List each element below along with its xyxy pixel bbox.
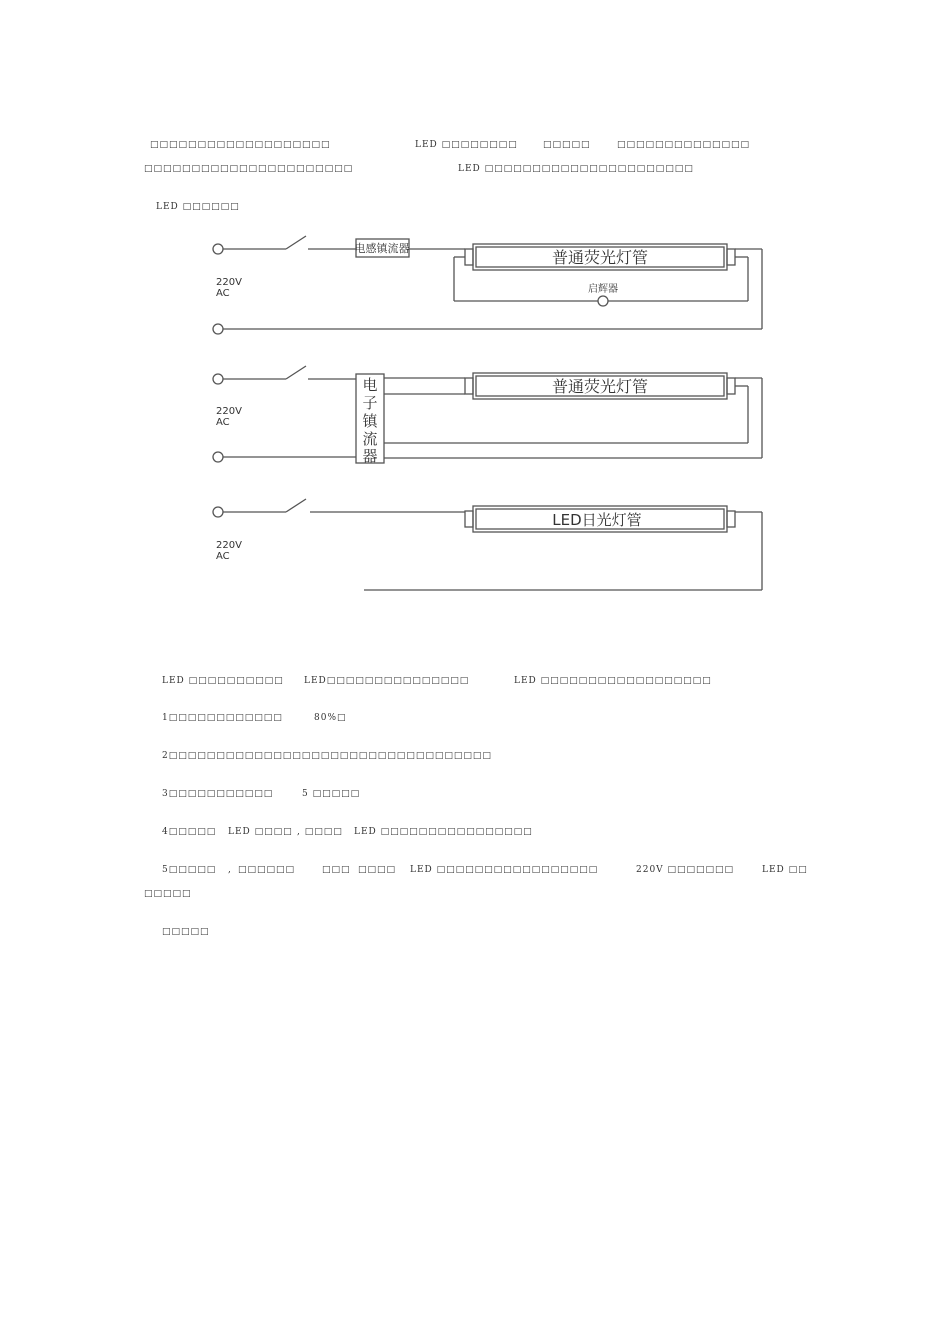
para5-part3: , □□□□ bbox=[297, 827, 343, 837]
para6-part8: LED □□ bbox=[762, 865, 808, 875]
switch-3 bbox=[286, 499, 306, 512]
voltage-label-3: 220V bbox=[216, 540, 242, 551]
para2-part1: 1□□□□□□□□□□□□ bbox=[162, 713, 283, 723]
switch-1 bbox=[286, 236, 306, 249]
para2-part2: 80%□ bbox=[314, 713, 347, 723]
electronic-ballast-char-4: 流 bbox=[362, 430, 378, 448]
intro-line2-part1: □□□□□□□□□□□□□□□□□□□□□□ bbox=[144, 164, 354, 174]
intro-line1-part4: □□□□□□□□□□□□□□ bbox=[617, 140, 751, 150]
para4-part1: 3□□□□□□□□□□□ bbox=[162, 789, 274, 799]
para7: □□□□□ bbox=[162, 927, 210, 937]
para6-part1: 5□□□□□ bbox=[162, 865, 217, 875]
tube-1-cap-left bbox=[465, 249, 473, 265]
para6-part6: LED □□□□□□□□□□□□□□□□□ bbox=[410, 865, 599, 875]
starter-label: 启辉器 bbox=[588, 284, 618, 295]
switch-2 bbox=[286, 366, 306, 379]
terminal-2a bbox=[213, 374, 223, 384]
tube-2-label: 普通荧光灯管 bbox=[551, 377, 649, 396]
ac-label-1: AC bbox=[216, 288, 230, 299]
terminal-1a bbox=[213, 244, 223, 254]
electronic-ballast-char-3: 镇 bbox=[362, 412, 378, 430]
para6-part4: □□□ bbox=[322, 865, 351, 875]
wiring-diagram bbox=[200, 228, 770, 598]
para5-part1: 4□□□□□ bbox=[162, 827, 217, 837]
tube-2-cap-left bbox=[465, 378, 473, 394]
intro-line1-part2: LED □□□□□□□□ bbox=[415, 140, 518, 150]
tube-1-label: 普通荧光灯管 bbox=[551, 248, 649, 267]
led-tube-cap-right bbox=[727, 511, 735, 527]
tube-1-cap-right bbox=[727, 249, 735, 265]
terminal-1b bbox=[213, 324, 223, 334]
para6-part5: □□□□ bbox=[358, 865, 397, 875]
ac-label-2: AC bbox=[216, 417, 230, 428]
para1-part1: LED □□□□□□□□□□ bbox=[162, 676, 284, 686]
terminal-3a bbox=[213, 507, 223, 517]
para6-continuation: □□□□□ bbox=[144, 889, 192, 899]
para1-part2: LED□□□□□□□□□□□□□□□ bbox=[304, 676, 470, 686]
para6-part2: , bbox=[228, 865, 232, 875]
intro-line1-part3: □□□□□ bbox=[543, 140, 591, 150]
led-tube-cap-left bbox=[465, 511, 473, 527]
ac-label-3: AC bbox=[216, 551, 230, 562]
starter-symbol bbox=[598, 296, 608, 306]
para5-part2: LED □□□□ bbox=[228, 827, 293, 837]
para3-part1: 2□□□□□□□□□□□□□□□□□□□□□□□□□□□□□□□□□□ bbox=[162, 751, 492, 761]
electronic-ballast-char-5: 器 bbox=[362, 447, 378, 465]
led-tube-label: LED日光灯管 bbox=[552, 511, 642, 529]
para4-part2: 5 □□□□□ bbox=[302, 789, 361, 799]
para6-part3: □□□□□□ bbox=[238, 865, 296, 875]
intro-line2-part2: LED □□□□□□□□□□□□□□□□□□□□□□ bbox=[458, 164, 694, 174]
para1-part3: LED □□□□□□□□□□□□□□□□□□ bbox=[514, 676, 712, 686]
para5-part4: LED □□□□□□□□□□□□□□□□ bbox=[354, 827, 533, 837]
diagram-caption: LED □□□□□□ bbox=[156, 202, 240, 212]
inductive-ballast-label: 电感镇流器 bbox=[354, 242, 410, 255]
para6-part7: 220V □□□□□□□ bbox=[636, 865, 735, 875]
terminal-2b bbox=[213, 452, 223, 462]
voltage-label-1: 220V bbox=[216, 277, 242, 288]
intro-line1-part1: □□□□□□□□□□□□□□□□□□□ bbox=[150, 140, 331, 150]
electronic-ballast-char-2: 子 bbox=[362, 394, 378, 412]
electronic-ballast-char-1: 电 bbox=[362, 376, 378, 394]
voltage-label-2: 220V bbox=[216, 406, 242, 417]
tube-2-cap-right bbox=[727, 378, 735, 394]
